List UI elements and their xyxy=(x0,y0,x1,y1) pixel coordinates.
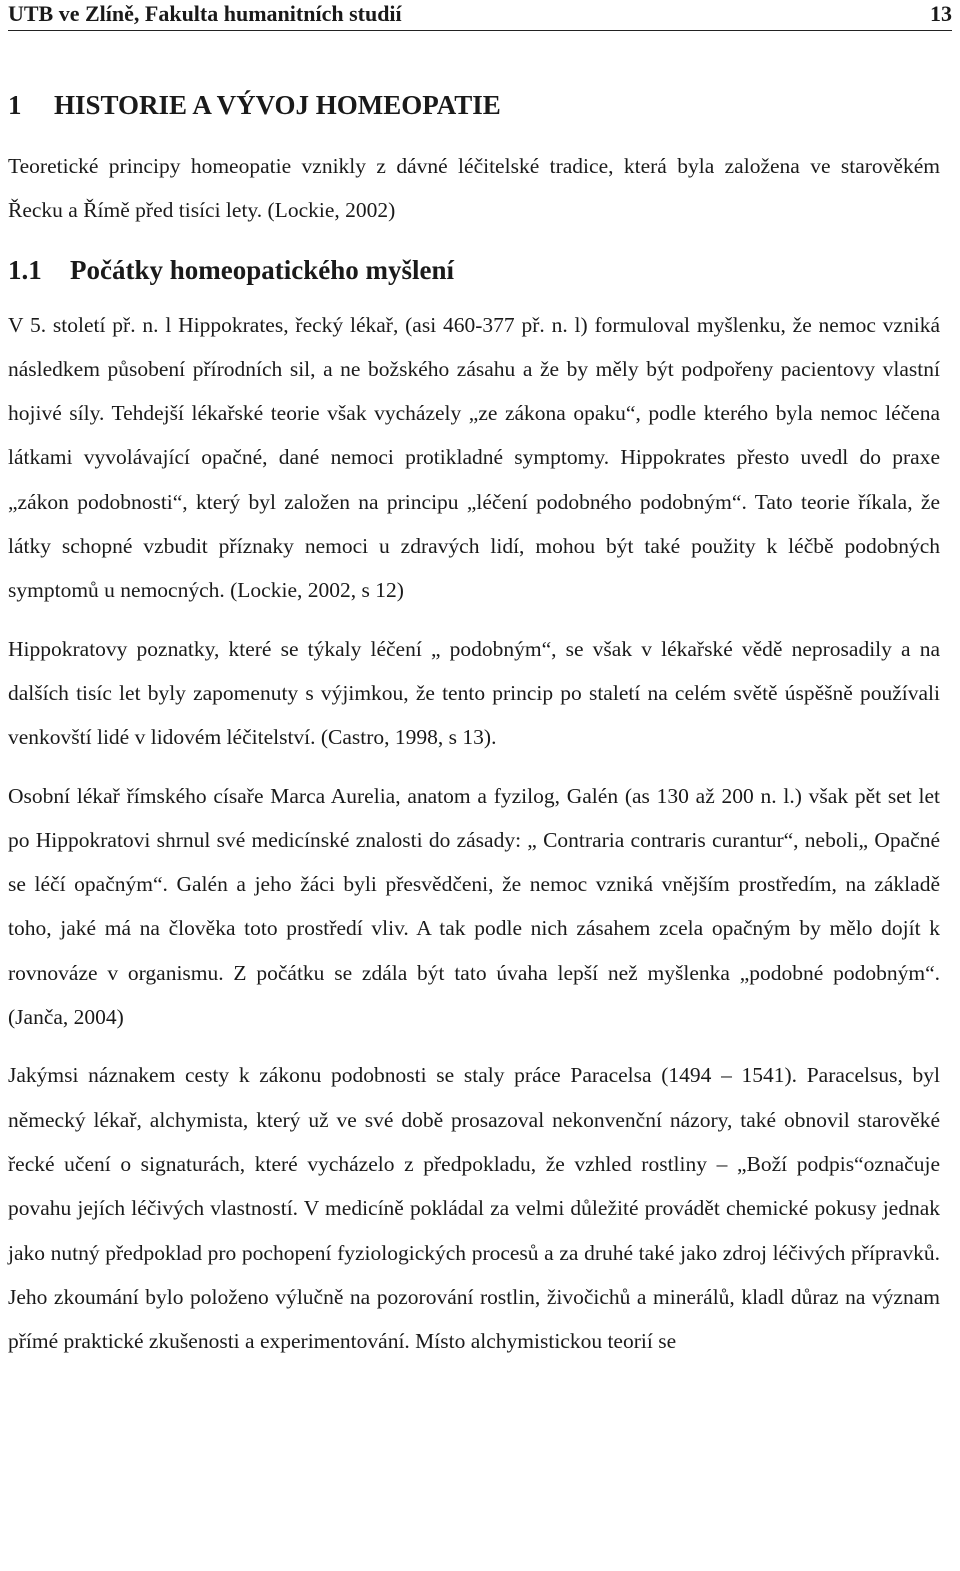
page-content xyxy=(8,82,940,1363)
chapter-heading xyxy=(8,82,940,128)
header-title: UTB ve Zlíně, Fakulta humanitních studií xyxy=(8,1,402,26)
page-number: 13 xyxy=(930,1,952,26)
chapter-number: 1 xyxy=(8,90,22,120)
paragraph-hippokrates: V 5. století př. n. l Hippokrates, řecký lékař, (asi 460-377 př. n. l) formuloval myšlenku, že nemoc vzniká následkem působení přírodních sil, a ne božského zásahu a že by měly být podpořeny pacientovy vlastní hojivé síly. Tehdejší lékařské teorie však vycházely „ze zákona opaku“, podle kterého byla nemoc léčena látkami vyvolávající opačné, dané nemoci protikladné symptomy. Hippokrates přesto uvedl do praxe „zákon podobnosti“, který byl založen na principu „léčení podobného podobným“. Tato teorie říkala, že látky schopné vzbudit příznaky nemoci u zdravých lidí, mohou být také použity k léčbě podobných symptomů u nemocných. (Lockie, 2002, s 12) xyxy=(8,312,940,603)
page-header xyxy=(8,0,952,31)
paragraph-paracelsus: Jakýmsi náznakem cesty k zákonu podobnosti se staly práce Paracelsa (1494 – 1541). Paracelsus, byl německý lékař, alchymista, který už ve své době prosazoval nekonvenční názory, také obnovil starověké řecké učení o signaturách, které vycházelo z předpokladu, že vzhled rostliny – „Boží podpis“označuje povahu jejích léčivých vlastností. V medicíně pokládal za velmi důležité provádět chemické pokusy jednak jako nutný předpoklad pro pochopení fyziologických procesů a za druhé také jako zdroj léčivých přípravků. Jeho zkoumání bylo položeno výlučně na pozorování rostlin, živočichů a minerálů, kladl důraz na význam přímé praktické zkušenosti a experimentování. Místo alchymistickou teorií se xyxy=(8,1063,940,1354)
intro-paragraph: Teoretické principy homeopatie vznikly z dávné léčitelské tradice, která byla založena ve starověkém Řecku a Římě před tisíci lety. (Lockie, 2002) xyxy=(8,154,940,223)
paragraph-hippokratovy-poznatky: Hippokratovy poznatky, které se týkaly léčení „ podobným“, se však v lékařské vědě neprosadily a na dalších tisíc let byly zapomenuty s výjimkou, že tento princip po staletí na celém světě úspěšně používali venkovští lidé v lidovém léčitelství. (Castro, 1998, s 13). xyxy=(8,636,940,750)
paragraph-galen: Osobní lékař římského císaře Marca Aurelia, anatom a fyzilog, Galén (as 130 až 200 n. l.) však pět set let po Hippokratovi shrnul své medicínské znalosti do zásady: „ Contraria contraris curantur“, neboli„ Opačné se léčí opačným“. Galén a jeho žáci byli přesvědčeni, že nemoc vzniká vnějším prostředím, na základě toho, jaké má na člověka toto prostředí vliv. A tak podle nich zásahem zcela opačným by mělo dojít k rovnováze v organismu. Z počátku se zdála být tato úvaha lepší než myšlenka „podobné podobným“. (Janča, 2004) xyxy=(8,783,940,1030)
section-heading xyxy=(8,247,940,293)
section-title: Počátky homeopatického myšlení xyxy=(70,254,454,285)
section-number: 1.1 xyxy=(8,254,42,285)
chapter-title: HISTORIE A VÝVOJ HOMEOPATIE xyxy=(54,90,501,120)
